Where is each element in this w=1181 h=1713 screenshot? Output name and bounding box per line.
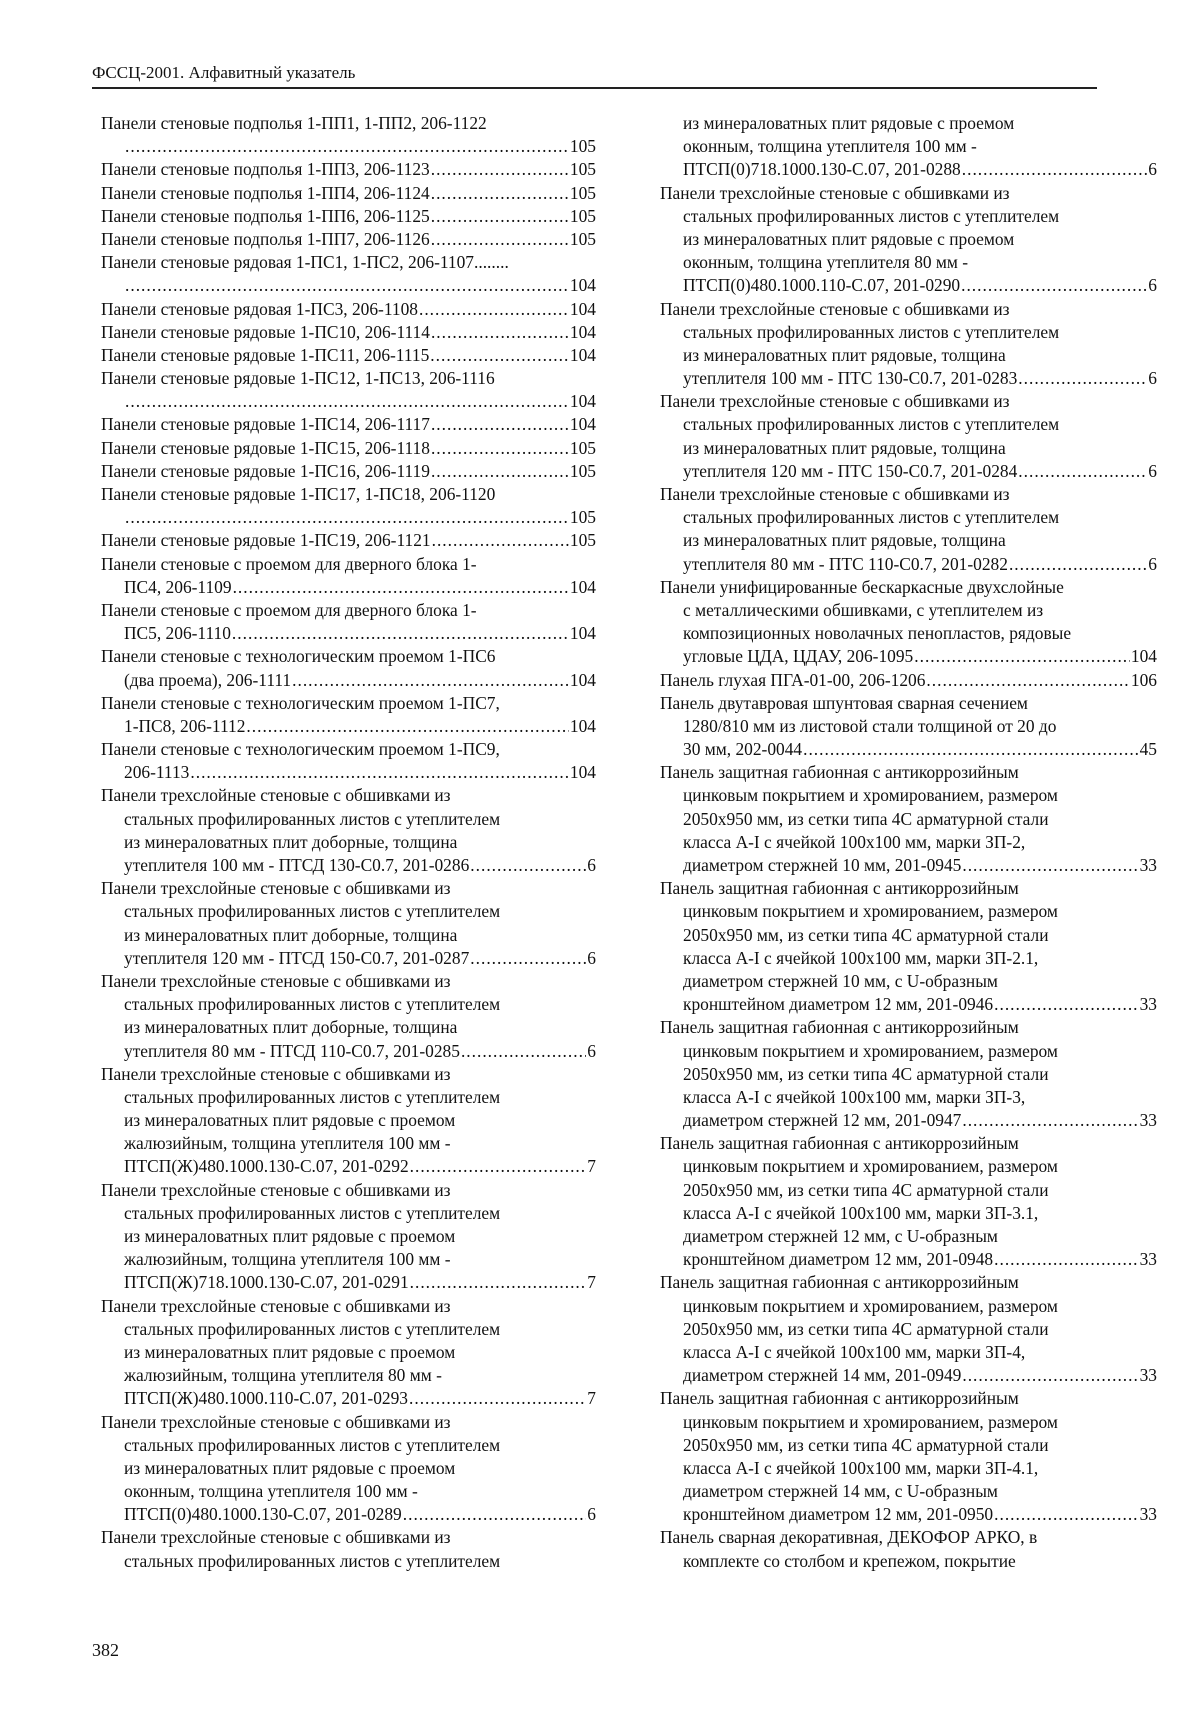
entry-text: Панели трехслойные стеновые с обшивками из — [101, 878, 451, 899]
entry-text: стальных профилированных листов с утеплителем — [683, 414, 1060, 435]
entry-page: 104 — [569, 298, 596, 319]
page-number: 382 — [92, 1640, 119, 1660]
leader-dots — [403, 1503, 587, 1526]
entry-text: 2050x950 мм, из сетки типа 4С арматурной стали — [683, 1179, 1049, 1200]
entry-text: 2050x950 мм, из сетки типа 4С арматурной стали — [683, 808, 1049, 829]
entry-text: Панели трехслойные стеновые с обшивками из — [101, 970, 451, 991]
entry-text: Панели стеновые с проемом для дверного блока 1- — [101, 553, 477, 574]
index-entry — [660, 576, 1157, 669]
entry-text: Панели трехслойные стеновые с обшивками из — [101, 1179, 451, 1200]
entry-text: утеплителя 120 мм - ПТС 150-С0.7, 201-0284 — [683, 460, 1018, 481]
leader-dots — [961, 274, 1147, 297]
page-header — [92, 62, 1097, 89]
index-entry — [101, 877, 596, 970]
entry-text: стальных профилированных листов с утеплителем — [124, 994, 501, 1015]
index-entry — [660, 692, 1157, 762]
entry-text: Панели трехслойные стеновые с обшивками из — [101, 1411, 451, 1432]
index-entry — [660, 483, 1157, 576]
leader-dots — [994, 1248, 1138, 1271]
entry-text: ПС4, 206-1109 — [124, 576, 232, 597]
entry-page: 105 — [569, 136, 596, 157]
entry-text: из минераловатных плит рядовые с проемом — [124, 1341, 456, 1362]
leader-dots — [409, 1387, 586, 1410]
index-entry — [101, 367, 596, 413]
entry-text: стальных профилированных листов с утеплителем — [124, 808, 501, 829]
leader-dots — [962, 158, 1148, 181]
entry-text: Панели стеновые подполья 1-ПП4, 206-1124 — [101, 182, 430, 203]
leader-dots — [125, 274, 569, 297]
entry-page: 6 — [1148, 460, 1157, 481]
leader-dots — [419, 298, 569, 321]
leader-dots — [962, 1109, 1138, 1132]
index-entry — [101, 460, 596, 483]
entry-text: 2050x950 мм, из сетки типа 4С арматурной стали — [683, 924, 1049, 945]
entry-text: оконным, толщина утеплителя 100 мм - — [124, 1481, 418, 1502]
entry-text: кронштейном диаметром 12 мм, 201-0948 — [683, 1249, 994, 1270]
index-entry — [660, 877, 1157, 1016]
entry-text: Панель глухая ПГА-01-00, 206-1206 — [660, 669, 926, 690]
entry-text: ПТСП(0)718.1000.130-С.07, 201-0288 — [683, 159, 961, 180]
leader-dots — [461, 1040, 586, 1063]
index-entry — [101, 413, 596, 436]
index-entry — [101, 228, 596, 251]
entry-page: 105 — [569, 530, 596, 551]
entry-text: ПТСП(Ж)718.1000.130-С.07, 201-0291 — [124, 1272, 409, 1293]
entry-page: 104 — [569, 576, 596, 597]
entry-text: из минераловатных плит рядовые с проемом — [683, 113, 1015, 133]
index-entry — [660, 1271, 1157, 1387]
entry-text: стальных профилированных листов с утеплителем — [683, 205, 1060, 226]
index-entry — [101, 970, 596, 1063]
index-entry — [101, 529, 596, 552]
entry-text: Панели стеновые рядовые 1-ПС15, 206-1118 — [101, 437, 430, 458]
index-entry — [101, 1295, 596, 1411]
entry-page: 7 — [587, 1272, 596, 1293]
index-entry — [660, 1526, 1157, 1572]
entry-text: 206-1113 — [124, 762, 190, 783]
entry-text: Панели стеновые с технологическим проемом 1-ПС9, — [101, 739, 500, 760]
entry-page: 33 — [1139, 855, 1157, 875]
entry-page: 7 — [587, 1388, 596, 1409]
index-entry — [101, 1411, 596, 1527]
entry-text: Панель защитная габионная с антикоррозийным — [660, 1017, 1019, 1038]
entry-text: Панели трехслойные стеновые с обшивками из — [101, 1527, 451, 1548]
leader-dots — [962, 1364, 1138, 1387]
entry-page: 104 — [569, 414, 596, 435]
entry-text: Панели трехслойные стеновые с обшивками из — [660, 484, 1010, 504]
entry-text: утеплителя 100 мм - ПТС 130-С0.7, 201-0283 — [683, 368, 1018, 389]
leader-dots — [914, 645, 1130, 668]
entry-text: угловые ЦДА, ЦДАУ, 206-1095 — [683, 646, 914, 667]
leader-dots — [190, 761, 569, 784]
entry-page: 6 — [587, 1504, 596, 1525]
leader-dots — [1018, 367, 1147, 390]
entry-text: Панели стеновые рядовая 1-ПС1, 1-ПС2, 206-1107........ — [101, 252, 509, 273]
entry-text: класса А-I с ячейкой 100x100 мм, марки ЗП-2, — [683, 831, 1026, 852]
entry-text: композиционных новолачных пенопластов, рядовые — [683, 623, 1072, 644]
entry-text: Панель защитная габионная с антикоррозийным — [660, 1388, 1019, 1409]
index-entry — [660, 1132, 1157, 1271]
entry-text: Панель сварная декоративная, ДЕКОФОР АРКО, в — [660, 1527, 1038, 1548]
entry-text: Панели унифицированные бескаркасные двухслойные — [660, 576, 1064, 597]
entry-page: 104 — [569, 715, 596, 736]
index-entry — [101, 112, 596, 158]
header-title: ФССЦ-2001. Алфавитный указатель — [92, 63, 356, 82]
entry-text: Панели стеновые рядовые 1-ПС14, 206-1117 — [101, 414, 430, 435]
entry-text: Панели трехслойные стеновые с обшивками из — [660, 182, 1010, 203]
entry-text: Панели стеновые подполья 1-ПП6, 206-1125 — [101, 205, 430, 226]
leader-dots — [432, 529, 569, 552]
leader-dots — [125, 135, 569, 158]
index-entry — [101, 483, 596, 529]
entry-page: 33 — [1139, 1249, 1157, 1270]
entry-page: 104 — [569, 623, 596, 644]
index-column-right — [660, 112, 1157, 1573]
index-entry — [101, 182, 596, 205]
leader-dots — [431, 460, 569, 483]
entry-text: утеплителя 80 мм - ПТСД 110-С0.7, 201-0285 — [124, 1040, 460, 1061]
leader-dots — [994, 1503, 1138, 1526]
index-entry — [101, 1063, 596, 1179]
leader-dots — [1009, 553, 1147, 576]
entry-text: Панели стеновые с технологическим проемом 1-ПС7, — [101, 692, 500, 713]
entry-text: утеплителя 80 мм - ПТС 110-С0.7, 201-0282 — [683, 553, 1008, 574]
entry-text: из минераловатных плит рядовые с проемом — [124, 1457, 456, 1478]
entry-text: диаметром стержней 14 мм, с U-образным — [683, 1481, 998, 1502]
entry-text: кронштейном диаметром 12 мм, 201-0946 — [683, 994, 994, 1015]
entry-text: стальных профилированных листов с утеплителем — [124, 1086, 501, 1107]
entry-text: цинковым покрытием и хромированием, размером — [683, 901, 1058, 922]
entry-text: цинковым покрытием и хромированием, размером — [683, 1411, 1058, 1432]
index-entry — [101, 205, 596, 228]
entry-text: стальных профилированных листов с утеплителем — [124, 1434, 501, 1455]
entry-text: из минераловатных плит доборные, толщина — [124, 924, 458, 945]
entry-text: из минераловатных плит рядовые, толщина — [683, 530, 1006, 551]
index-entry — [660, 390, 1157, 483]
entry-page: 104 — [569, 391, 596, 412]
entry-page: 6 — [1148, 368, 1157, 389]
leader-dots — [233, 576, 569, 599]
entry-page: 104 — [569, 669, 596, 690]
entry-page: 105 — [569, 182, 596, 203]
index-entry — [101, 553, 596, 599]
entry-text: Панели стеновые с технологическим проемом 1-ПС6 — [101, 646, 496, 667]
entry-text: комплекте со столбом и крепежом, покрытие — [683, 1550, 1016, 1571]
leader-dots — [410, 1271, 587, 1294]
entry-text: цинковым покрытием и хромированием, размером — [683, 785, 1058, 806]
entry-text: цинковым покрытием и хромированием, размером — [683, 1295, 1058, 1316]
entry-text: Панели стеновые рядовые 1-ПС16, 206-1119 — [101, 460, 430, 481]
entry-text: диаметром стержней 12 мм, 201-0947 — [683, 1110, 962, 1131]
index-entry — [660, 761, 1157, 877]
leader-dots — [431, 413, 569, 436]
entry-text: утеплителя 120 мм - ПТСД 150-С0.7, 201-0287 — [124, 947, 470, 968]
entry-page: 105 — [569, 228, 596, 249]
entry-page: 105 — [569, 460, 596, 481]
entry-text: стальных профилированных листов с утеплителем — [124, 901, 501, 922]
entry-text: Панели стеновые рядовые 1-ПС10, 206-1114 — [101, 321, 430, 342]
entry-text: Панели трехслойные стеновые с обшивками из — [660, 391, 1010, 412]
entry-page: 33 — [1139, 994, 1157, 1015]
entry-page: 104 — [569, 321, 596, 342]
entry-page: 6 — [1148, 553, 1157, 574]
entry-text: Панели трехслойные стеновые с обшивками из — [101, 785, 451, 806]
entry-text: класса А-I с ячейкой 100x100 мм, марки ЗП-4, — [683, 1341, 1026, 1362]
entry-text: из минераловатных плит рядовые с проемом — [124, 1110, 456, 1131]
leader-dots — [803, 738, 1139, 761]
entry-text: ПС5, 206-1110 — [124, 623, 231, 644]
entry-text: 2050x950 мм, из сетки типа 4С арматурной стали — [683, 1063, 1049, 1084]
leader-dots — [430, 344, 569, 367]
entry-text: Панели трехслойные стеновые с обшивками из — [101, 1295, 451, 1316]
index-entry — [101, 437, 596, 460]
index-entry — [101, 321, 596, 344]
entry-text: ПТСП(0)480.1000.130-С.07, 201-0289 — [124, 1504, 402, 1525]
entry-page: 6 — [587, 855, 596, 875]
entry-text: класса А-I с ячейкой 100x100 мм, марки ЗП-2.1, — [683, 947, 1039, 968]
entry-page: 7 — [587, 1156, 596, 1177]
index-entry — [101, 298, 596, 321]
entry-text: стальных профилированных листов с утеплителем — [683, 507, 1060, 528]
entry-text: стальных профилированных листов с утеплителем — [683, 321, 1060, 342]
entry-text: оконным, толщина утеплителя 80 мм - — [683, 252, 969, 273]
index-entry — [101, 158, 596, 181]
entry-text: диаметром стержней 10 мм, с U-образным — [683, 970, 998, 991]
entry-text: Панели стеновые рядовые 1-ПС19, 206-1121 — [101, 530, 431, 551]
entry-text: класса А-I с ячейкой 100x100 мм, марки ЗП-3, — [683, 1086, 1026, 1107]
leader-dots — [292, 669, 569, 692]
leader-dots — [232, 622, 569, 645]
leader-dots — [926, 669, 1129, 692]
entry-text: стальных профилированных листов с утеплителем — [124, 1202, 501, 1223]
entry-text: Панели стеновые с проемом для дверного блока 1- — [101, 599, 477, 620]
entry-page: 33 — [1139, 1110, 1157, 1131]
entry-text: из минераловатных плит рядовые с проемом — [683, 228, 1015, 249]
index-entry — [101, 599, 596, 645]
leader-dots — [431, 205, 569, 228]
entry-page: 105 — [569, 437, 596, 458]
leader-dots — [1018, 460, 1147, 483]
leader-dots — [470, 947, 586, 970]
entry-text: Панель защитная габионная с антикоррозийным — [660, 1272, 1019, 1293]
leader-dots — [431, 158, 569, 181]
index-entry — [101, 1179, 596, 1295]
entry-text: стальных профилированных листов с утеплителем — [124, 1318, 501, 1339]
entry-page: 105 — [569, 205, 596, 226]
entry-text: класса А-I с ячейкой 100x100 мм, марки ЗП-4.1, — [683, 1457, 1039, 1478]
entry-text: с металлическими обшивками, с утеплителем из — [683, 599, 1044, 620]
entry-text: из минераловатных плит доборные, толщина — [124, 1017, 458, 1038]
entry-text: цинковым покрытием и хромированием, размером — [683, 1156, 1058, 1177]
index-entry — [101, 784, 596, 877]
entry-text: Панели стеновые рядовые 1-ПС17, 1-ПС18, 206-1120 — [101, 484, 496, 504]
entry-page: 106 — [1130, 669, 1157, 690]
index-entry — [101, 738, 596, 784]
entry-text: жалюзийным, толщина утеплителя 80 мм - — [124, 1365, 442, 1386]
entry-text: ПТСП(0)480.1000.110-С.07, 201-0290 — [683, 275, 961, 296]
entry-text: из минераловатных плит рядовые, толщина — [683, 344, 1006, 365]
entry-text: диаметром стержней 10 мм, 201-0945 — [683, 855, 962, 875]
entry-page: 105 — [569, 159, 596, 180]
leader-dots — [125, 390, 569, 413]
index-entry — [101, 692, 596, 738]
entry-text: утеплителя 100 мм - ПТСД 130-С0.7, 201-0286 — [124, 855, 470, 875]
entry-text: Панель защитная габионная с антикоррозийным — [660, 762, 1019, 783]
entry-page: 6 — [587, 1040, 596, 1061]
entry-text: жалюзийным, толщина утеплителя 100 мм - — [124, 1133, 451, 1154]
index-entry — [660, 1016, 1157, 1132]
entry-text: 1-ПС8, 206-1112 — [124, 715, 246, 736]
leader-dots — [431, 182, 569, 205]
entry-page: 6 — [587, 947, 596, 968]
entry-page: 104 — [569, 344, 596, 365]
entry-text: Панели трехслойные стеновые с обшивками из — [101, 1063, 451, 1084]
entry-text: Панели трехслойные стеновые с обшивками из — [660, 298, 1010, 319]
entry-text: жалюзийным, толщина утеплителя 100 мм - — [124, 1249, 451, 1270]
index-entry — [101, 251, 596, 297]
index-entry — [660, 112, 1157, 182]
index-entry — [660, 669, 1157, 692]
leader-dots — [994, 993, 1138, 1016]
leader-dots — [431, 321, 569, 344]
entry-page: 104 — [569, 762, 596, 783]
entry-page: 105 — [569, 507, 596, 528]
entry-page: 33 — [1139, 1365, 1157, 1386]
entry-page: 104 — [1130, 646, 1157, 667]
entry-text: ПТСП(Ж)480.1000.130-С.07, 201-0292 — [124, 1156, 409, 1177]
entry-text: класса А-I с ячейкой 100x100 мм, марки ЗП-3.1, — [683, 1202, 1039, 1223]
index-entry — [101, 645, 596, 691]
entry-text: Панель защитная габионная с антикоррозийным — [660, 1133, 1019, 1154]
index-entry — [660, 1387, 1157, 1526]
entry-text: диаметром стержней 12 мм, с U-образным — [683, 1226, 998, 1246]
leader-dots — [246, 715, 569, 738]
entry-text: ПТСП(Ж)480.1000.110-С.07, 201-0293 — [124, 1388, 408, 1409]
entry-text: Панели стеновые подполья 1-ПП1, 1-ПП2, 206-1122 — [101, 113, 487, 133]
leader-dots — [431, 437, 569, 460]
index-column-left — [101, 112, 596, 1573]
entry-text: диаметром стержней 14 мм, 201-0949 — [683, 1365, 962, 1386]
entry-text: цинковым покрытием и хромированием, размером — [683, 1040, 1058, 1061]
entry-text: 1280/810 мм из листовой стали толщиной от 20 до — [683, 715, 1057, 736]
entry-text: Панель двутавровая шпунтовая сварная сечением — [660, 692, 1028, 713]
entry-text: (два проема), 206-1111 — [124, 669, 292, 690]
entry-text: 2050x950 мм, из сетки типа 4С арматурной стали — [683, 1318, 1049, 1339]
entry-text: из минераловатных плит рядовые, толщина — [683, 437, 1006, 458]
entry-text: Панели стеновые рядовые 1-ПС12, 1-ПС13, 206-1116 — [101, 368, 495, 389]
entry-text: Панели стеновые рядовые 1-ПС11, 206-1115 — [101, 344, 430, 365]
leader-dots — [470, 854, 586, 877]
entry-page: 6 — [1148, 275, 1157, 296]
index-entry — [101, 344, 596, 367]
index-entry — [660, 298, 1157, 391]
entry-text: кронштейном диаметром 12 мм, 201-0950 — [683, 1504, 994, 1525]
leader-dots — [410, 1155, 587, 1178]
entry-text: Панели стеновые подполья 1-ПП7, 206-1126 — [101, 228, 430, 249]
index-entry — [101, 1526, 596, 1572]
entry-text: из минераловатных плит рядовые с проемом — [124, 1226, 456, 1246]
entry-text: Панели стеновые рядовая 1-ПС3, 206-1108 — [101, 298, 418, 319]
entry-text: 30 мм, 202-0044 — [683, 739, 803, 760]
entry-page: 33 — [1139, 1504, 1157, 1525]
entry-page: 45 — [1139, 739, 1157, 760]
leader-dots — [962, 854, 1138, 877]
entry-page: 6 — [1148, 159, 1157, 180]
entry-text: стальных профилированных листов с утеплителем — [124, 1550, 501, 1571]
leader-dots — [125, 506, 569, 529]
index-entry — [660, 182, 1157, 298]
entry-text: оконным, толщина утеплителя 100 мм - — [683, 136, 977, 157]
entry-text: Панели стеновые подполья 1-ПП3, 206-1123 — [101, 159, 430, 180]
entry-text: Панель защитная габионная с антикоррозийным — [660, 878, 1019, 899]
leader-dots — [431, 228, 569, 251]
entry-text: 2050x950 мм, из сетки типа 4С арматурной стали — [683, 1434, 1049, 1455]
entry-text: из минераловатных плит доборные, толщина — [124, 831, 458, 852]
entry-page: 104 — [569, 275, 596, 296]
